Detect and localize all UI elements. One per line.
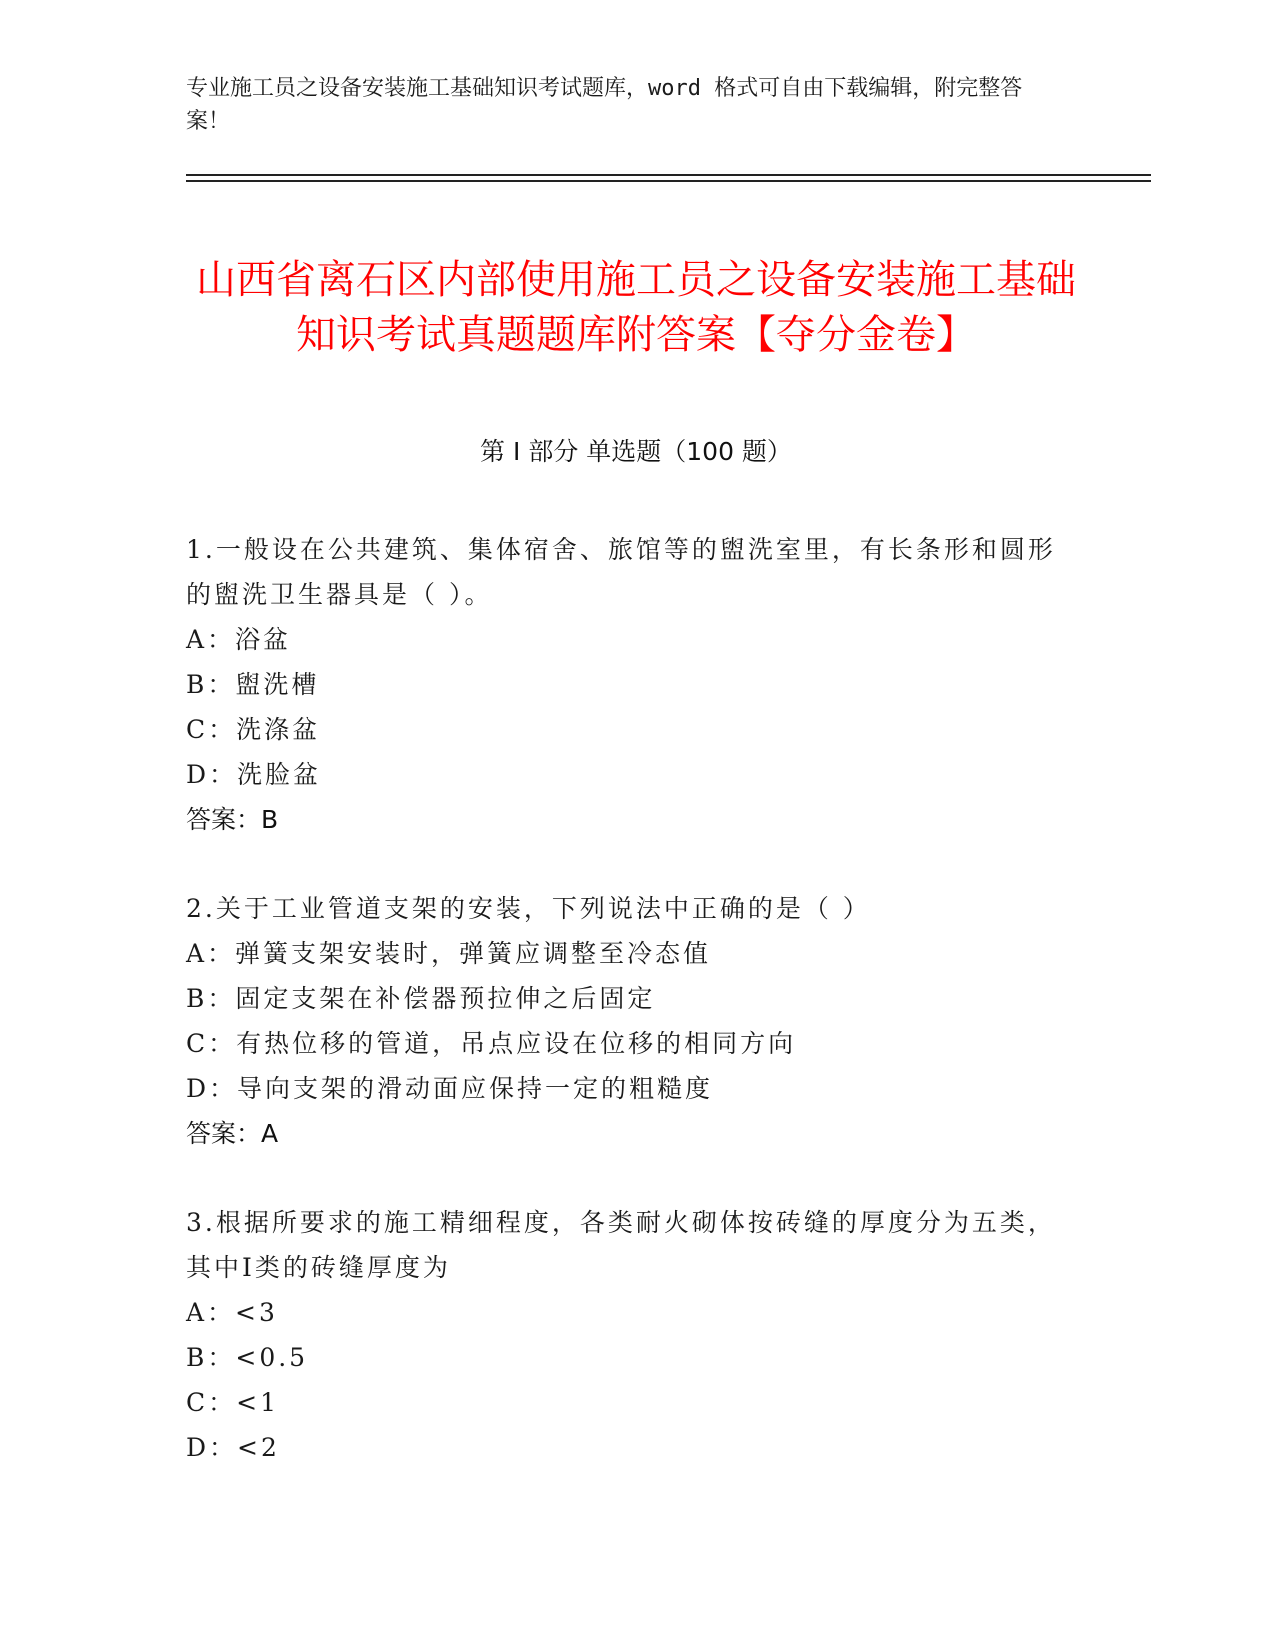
question-stem: 1.一般设在公共建筑、集体宿舍、旅馆等的盥洗室里，有长条形和圆形的盥洗卫生器具是（ ）。: [186, 535, 1056, 609]
option-b: B：盥洗槽: [186, 670, 320, 699]
option-a: A：弹簧支架安装时，弹簧应调整至冷态值: [186, 939, 712, 968]
option-b: B：<0.5: [186, 1343, 309, 1372]
document-title: 山西省离石区内部使用施工员之设备安装施工基础知识考试真题题库附答案【夺分金卷】: [196, 256, 1076, 358]
question-2: [186, 886, 1066, 1156]
question-stem: 2.关于工业管道支架的安装，下列说法中正确的是（ ）: [186, 894, 871, 923]
option-d: D：导向支架的滑动面应保持一定的粗糙度: [186, 1074, 714, 1103]
option-a: A：浴盆: [186, 625, 292, 654]
header-divider-top: [186, 174, 1151, 176]
option-c: C：有热位移的管道，吊点应设在位移的相同方向: [186, 1029, 797, 1058]
header-divider-bottom: [186, 180, 1151, 182]
answer-line: 答案：A: [186, 1119, 279, 1148]
question-1: [186, 527, 1066, 842]
option-c: C：<1: [186, 1388, 279, 1417]
option-c: C：洗涤盆: [186, 715, 321, 744]
section-heading: 第 I 部分 单选题（100 题）: [480, 437, 792, 466]
header-note: 专业施工员之设备安装施工基础知识考试题库，word 格式可自由下载编辑，附完整答案！: [186, 76, 1023, 134]
option-d: D：洗脸盆: [186, 760, 322, 789]
answer-line: 答案：B: [186, 805, 279, 834]
question-3: [186, 1200, 1066, 1470]
question-stem: 3.根据所要求的施工精细程度，各类耐火砌体按砖缝的厚度分为五类，其中Ⅰ类的砖缝厚度为: [186, 1208, 1056, 1282]
option-b: B：固定支架在补偿器预拉伸之后固定: [186, 984, 656, 1013]
option-d: D：<2: [186, 1433, 280, 1462]
question-list: [186, 527, 1066, 1514]
option-a: A：<3: [186, 1298, 278, 1327]
